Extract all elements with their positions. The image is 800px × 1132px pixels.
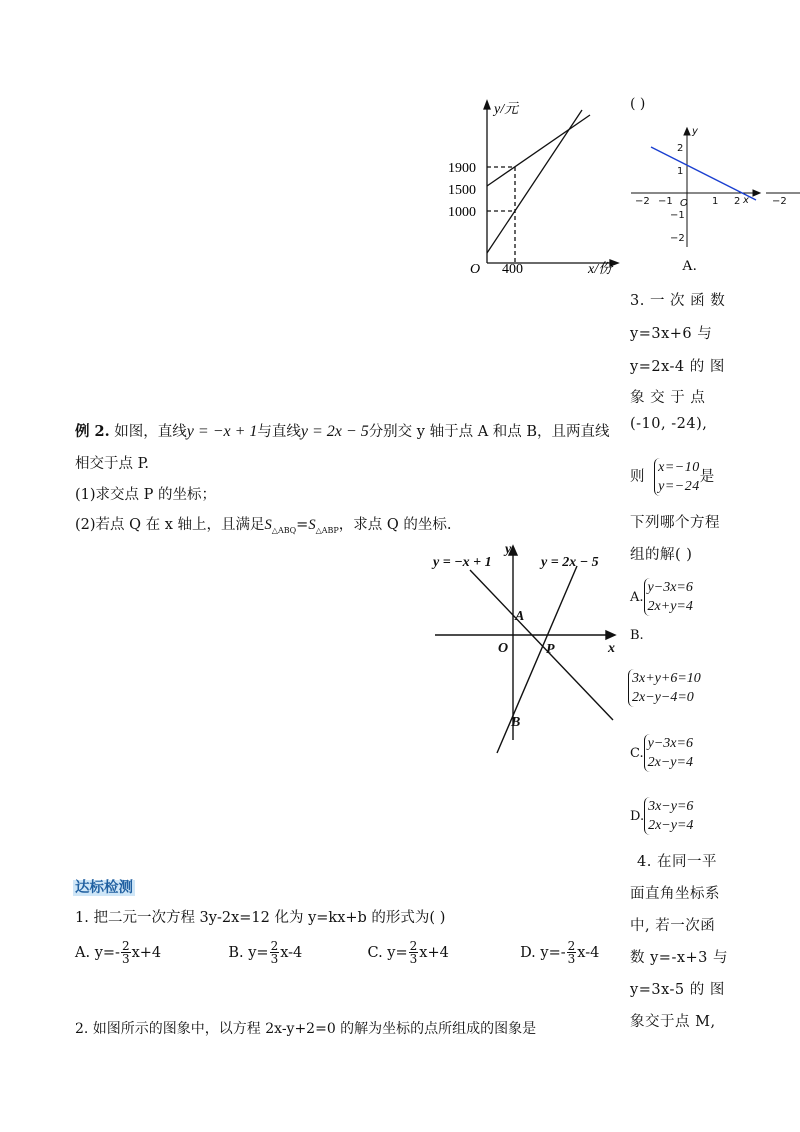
origin-label: O bbox=[498, 641, 509, 656]
q3-solution-system: x=−10 y=−24 bbox=[654, 458, 700, 496]
q3-option-d[interactable]: D. 3x−y=6 2x−y=4 bbox=[630, 799, 694, 833]
example2-part-1: (1)求交点 P 的坐标； bbox=[75, 487, 217, 503]
origin: O bbox=[680, 198, 688, 209]
q3-is: 是 bbox=[699, 469, 715, 485]
plotted-line bbox=[651, 147, 756, 200]
origin-label: O bbox=[470, 262, 481, 277]
x-axis-arrow bbox=[606, 631, 615, 639]
q1-text: 1. 把二元一次方程 3y-2x=12 化为 y=kx+b 的形式为( ) bbox=[75, 910, 446, 926]
next-graph-tick: −2 bbox=[772, 196, 787, 207]
section-heading: 达标检测 bbox=[75, 880, 133, 896]
option-a-graph bbox=[626, 122, 800, 277]
q4-line-6: 象交于点 M, bbox=[630, 1014, 716, 1030]
example2-label: 例 2. bbox=[75, 423, 110, 440]
q1-option-b[interactable]: B. y= $\frac{2}{3}$ x-4 bbox=[228, 939, 303, 966]
q3-option-c[interactable]: C. y−3x=6 2x−y=4 bbox=[630, 736, 693, 770]
point-a-label: A bbox=[515, 609, 525, 624]
y-tick-1: 1 bbox=[677, 166, 684, 177]
tick-400: 400 bbox=[502, 262, 523, 277]
x-axis-arrow bbox=[753, 190, 760, 196]
y-axis-label: y/元 bbox=[494, 102, 519, 117]
x-tick-neg2: −2 bbox=[635, 196, 650, 207]
q3-line-3: y=2x-4 的 图 bbox=[630, 359, 725, 375]
y-axis-arrow bbox=[684, 128, 690, 135]
tick-1900: 1900 bbox=[448, 161, 476, 176]
label-line-1: y = −x + 1 bbox=[433, 555, 492, 570]
y-label: y bbox=[692, 126, 698, 137]
line-2x-minus-5 bbox=[497, 566, 577, 753]
caption-a: A. bbox=[682, 258, 697, 274]
line-steep bbox=[487, 110, 582, 253]
q3-line-4: 象 交 于 点 bbox=[630, 390, 706, 406]
q4-line-3: 中, 若一次函 bbox=[630, 918, 716, 934]
q3-then-row bbox=[630, 458, 715, 496]
y-tick-neg1: −1 bbox=[670, 210, 685, 221]
q3-option-b[interactable]: 3x+y+6=10 2x−y−4=0 bbox=[628, 669, 701, 707]
q3-option-a[interactable]: A. y−3x=6 2x+y=4 bbox=[630, 580, 693, 614]
x-tick-1: 1 bbox=[712, 196, 719, 207]
q1-options bbox=[75, 940, 599, 965]
q3-line-6: 下列哪个方程 bbox=[630, 515, 720, 531]
x-tick-2: 2 bbox=[734, 196, 741, 207]
q4-line-2: 面直角坐标系 bbox=[630, 886, 720, 902]
example2-line-1: 例 2. 如图，直线y = −x + 1与直线y = 2x − 5分别交 y 轴于点 A 和点 B，且两直线 bbox=[75, 423, 610, 440]
x-label: x bbox=[743, 195, 749, 206]
y-tick-2: 2 bbox=[677, 143, 684, 154]
q1-option-a[interactable]: A. y=- $\frac{2}{3}$ x+4 bbox=[75, 939, 162, 966]
q3-line-7: 组的解( ) bbox=[630, 547, 693, 563]
answer-paren: ( ) bbox=[630, 96, 646, 112]
q3-then: 则 bbox=[630, 469, 645, 485]
y-label: y bbox=[505, 542, 512, 557]
x-axis-label: x/份 bbox=[588, 262, 613, 277]
example2-graph bbox=[425, 540, 625, 760]
tick-1500: 1500 bbox=[448, 183, 476, 198]
q3-line-1: 3. 一 次 函 数 bbox=[630, 293, 726, 309]
q3-option-b-label[interactable]: B. bbox=[630, 628, 644, 643]
q1-option-c[interactable]: C. y= $\frac{2}{3}$ x+4 bbox=[367, 939, 449, 966]
example2-line-2: 相交于点 P. bbox=[75, 456, 150, 472]
price-chart bbox=[440, 95, 630, 280]
y-axis-arrow bbox=[484, 101, 490, 109]
y-tick-neg2: −2 bbox=[670, 233, 685, 244]
example2-part-2: (2)若点 Q 在 x 轴上，且满足$S_{\triangle ABQ}=S_{\triangle ABP}$，求点 Q 的坐标. bbox=[75, 517, 452, 535]
line-neg-x-plus-1 bbox=[470, 570, 613, 720]
q4-line-4: 数 y=-x+3 与 bbox=[630, 950, 729, 966]
q2-text: 2. 如图所示的图象中，以方程 2x-y+2=0 的解为坐标的点所组成的图象是 bbox=[75, 1021, 537, 1037]
q1-option-d[interactable]: D. y=- $\frac{2}{3}$ x-4 bbox=[520, 939, 600, 966]
point-p-label: P bbox=[546, 642, 555, 657]
x-label: x bbox=[608, 641, 615, 656]
q3-line-2: y=3x+6 与 bbox=[630, 326, 713, 342]
point-b-label: B bbox=[511, 715, 521, 730]
q4-line-5: y=3x-5 的 图 bbox=[630, 982, 725, 998]
q3-line-5: (-10, -24), bbox=[630, 416, 708, 432]
label-line-2: y = 2x − 5 bbox=[541, 555, 599, 570]
tick-1000: 1000 bbox=[448, 205, 476, 220]
q4-line-1: 4. 在同一平 bbox=[637, 854, 717, 870]
x-tick-neg1: −1 bbox=[658, 196, 673, 207]
